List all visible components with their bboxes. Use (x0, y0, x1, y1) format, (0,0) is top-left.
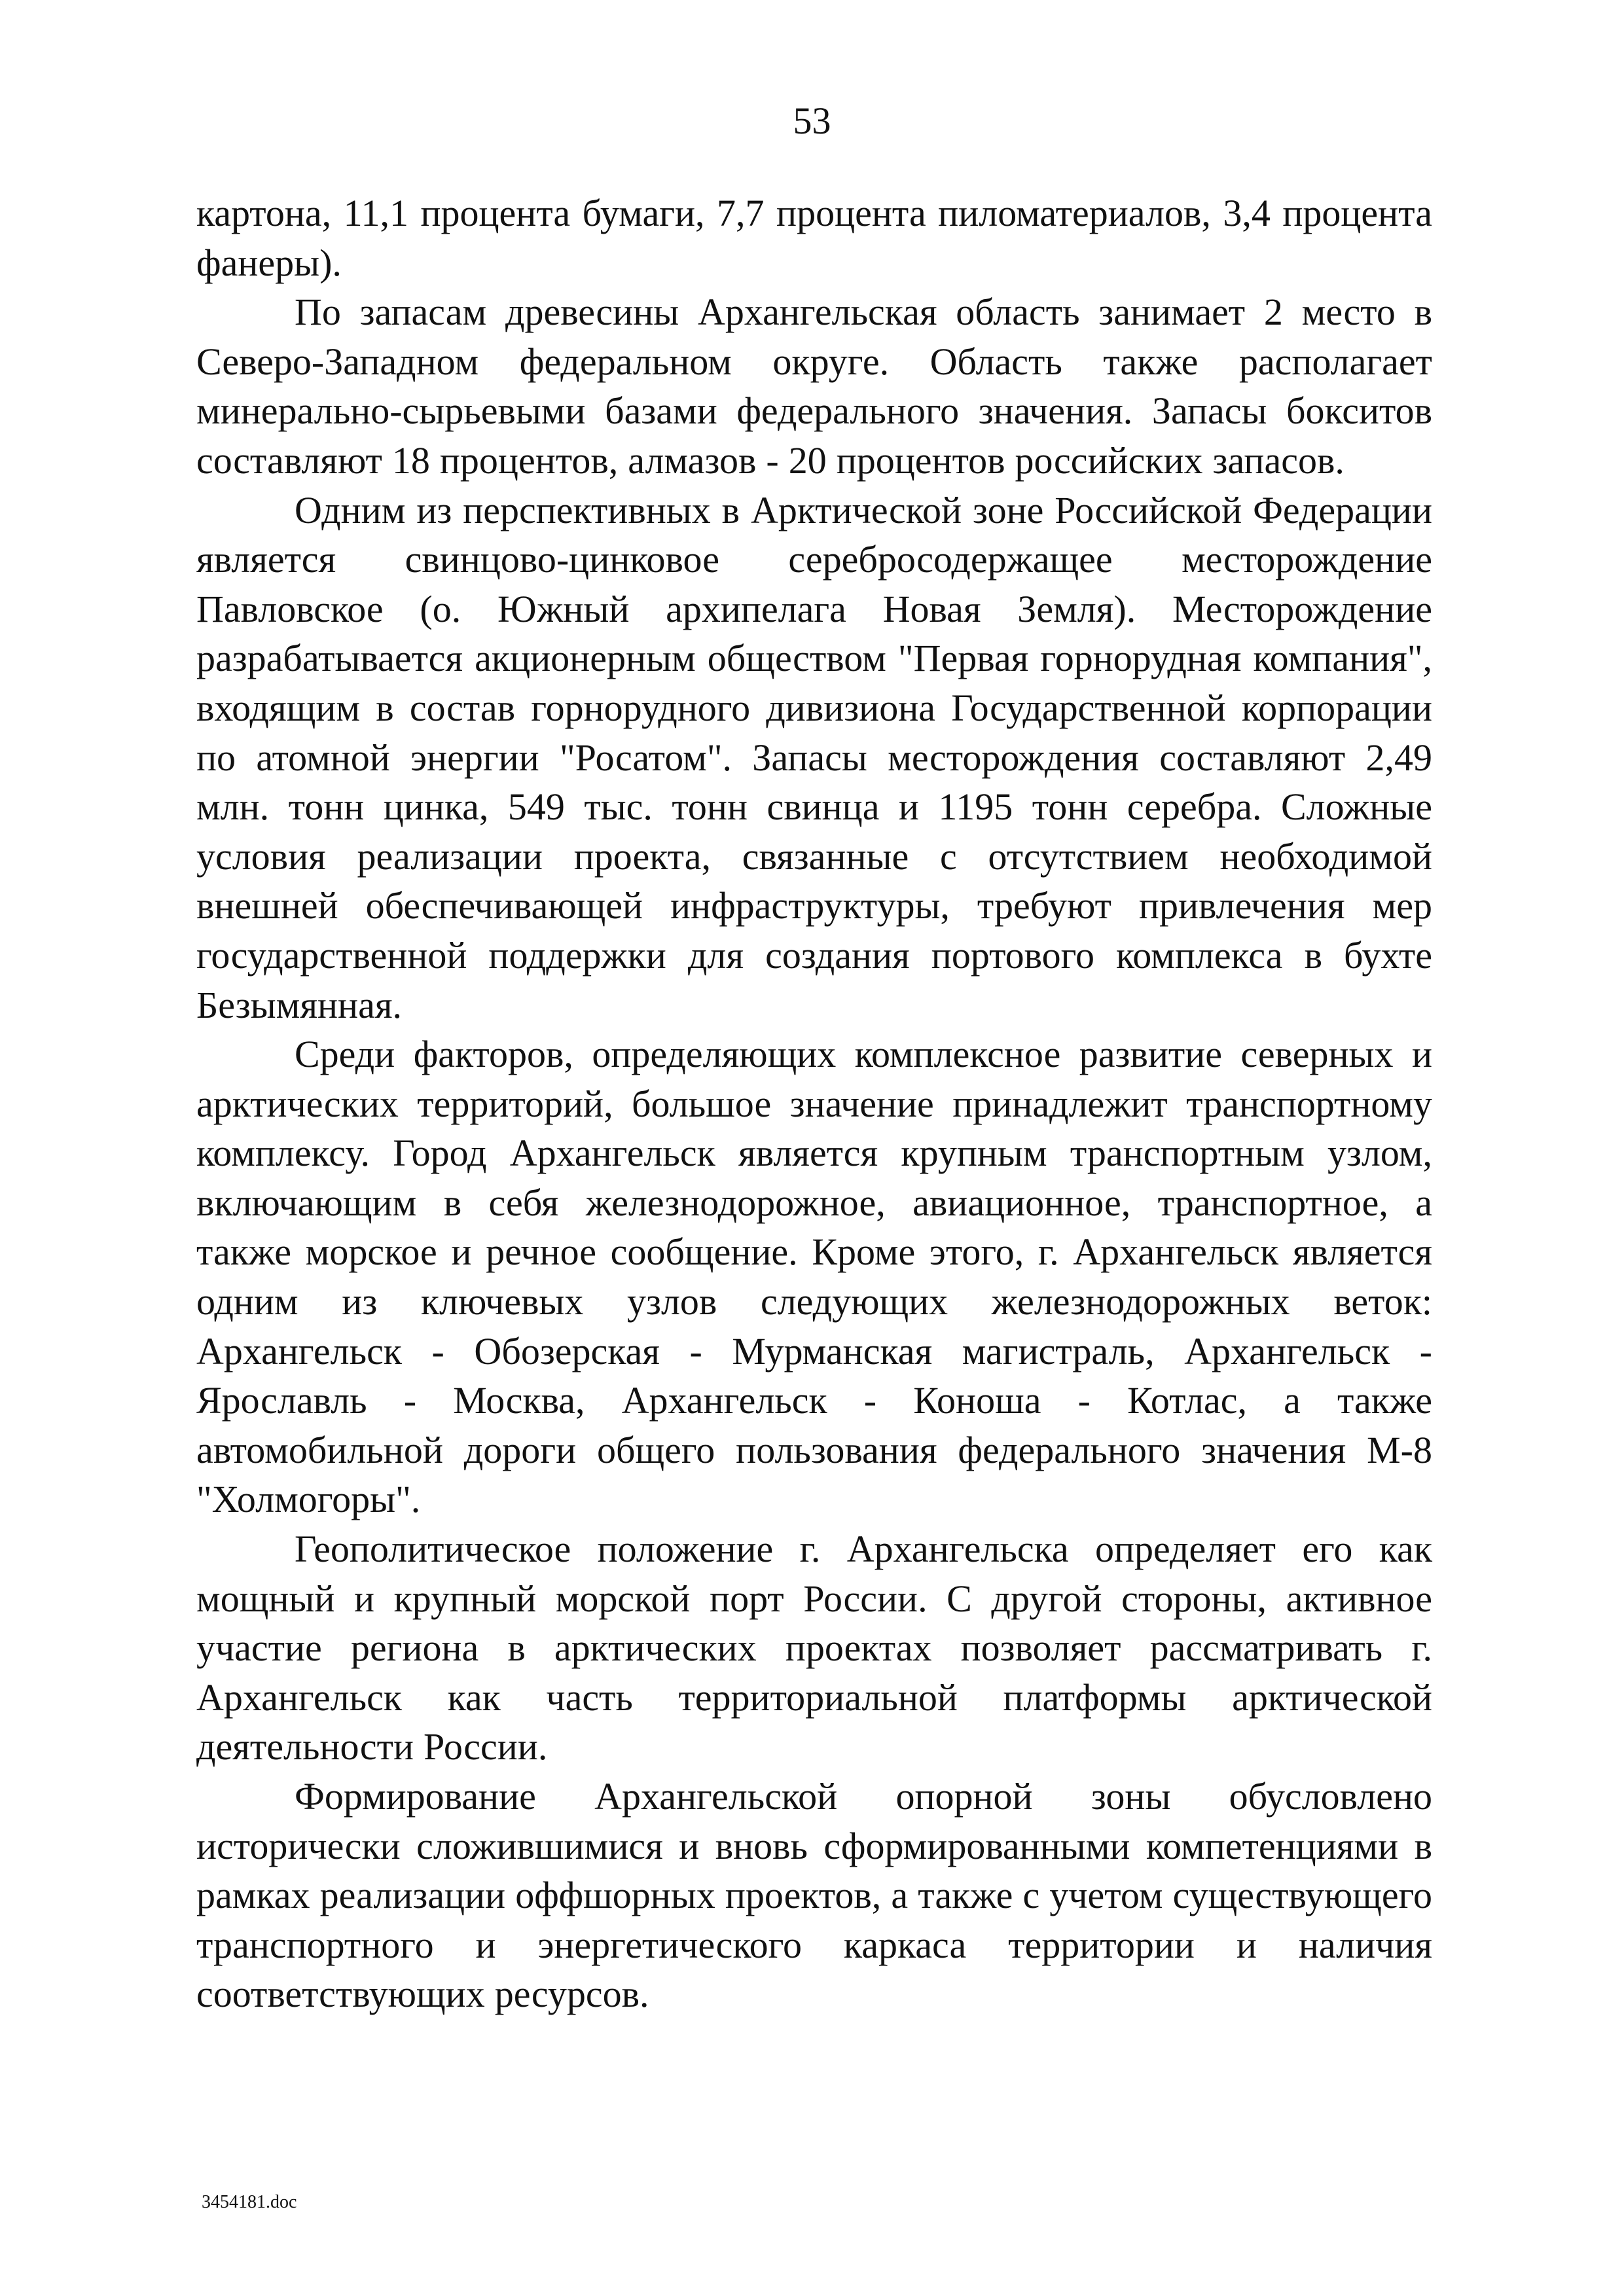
document-body (196, 188, 1432, 2019)
paragraph-pavlovskoe-deposit: Одним из перспективных в Арктической зоне Российской Федерации является свинцово-цинковое серебросодержащее месторождение Павловское (о. Южный архипелага Новая Земля). Месторождение разрабатывается акционерным обществом "Первая горнорудная компания", входящим в состав горнорудного дивизиона Государственной корпорации по атомной энергии "Росатом". Запасы месторождения составляют 2,49 млн. тонн цинка, 549 тыс. тонн свинца и 1195 тонн серебра. Сложные условия реализации проекта, связанные с отсутствием необходимой внешней обеспечивающей инфраструктуры, требуют привлечения мер государственной поддержки для создания портового комплекса в бухте Безымянная. (196, 488, 1432, 1026)
paragraph-support-zone: Формирование Архангельской опорной зоны обусловлено исторически сложившимися и вновь сформированными компетенциями в рамках реализации оффшорных проектов, а также с учетом существующего транспортного и энергетического каркаса территории и наличия соответствующих ресурсов. (196, 1775, 1432, 2016)
page-number: 53 (793, 99, 831, 142)
paragraph-transport-complex: Среди факторов, определяющих комплексное развитие северных и арктических территорий, большое значение принадлежит транспортному комплексу. Город Архангельск является крупным транспортным узлом, включающим в себя железнодорожное, авиационное, транспортное, а также морское и речное сообщение. Кроме этого, г. Архангельск является одним из ключевых узлов следующих железнодорожных веток: Архангельск - Обозерская - Мурманская магистраль, Архангельск - Ярославль - Москва, Архангельск - Коноша - Котлас, а также автомобильной дороги общего пользования федерального значения М-8 "Холмогоры". (196, 1033, 1432, 1521)
document-file-id: 3454181.doc (202, 2192, 297, 2212)
paragraph-geopolitical-position: Геополитическое положение г. Архангельска определяет его как мощный и крупный морской порт России. С другой стороны, активное участие региона в арктических проектах позволяет рассматривать г. Архангельск как часть территориальной платформы арктической деятельности России. (196, 1528, 1432, 1768)
paragraph-continuation: картона, 11,1 процента бумаги, 7,7 процента пиломатериалов, 3,4 процента фанеры). (196, 192, 1432, 284)
paragraph-timber-reserves: По запасам древесины Архангельская область занимает 2 место в Северо-Западном федеральном округе. Область также располагает минерально-сырьевыми базами федерального значения. Запасы бокситов составляют 18 процентов, алмазов - 20 процентов российских запасов. (196, 291, 1432, 482)
